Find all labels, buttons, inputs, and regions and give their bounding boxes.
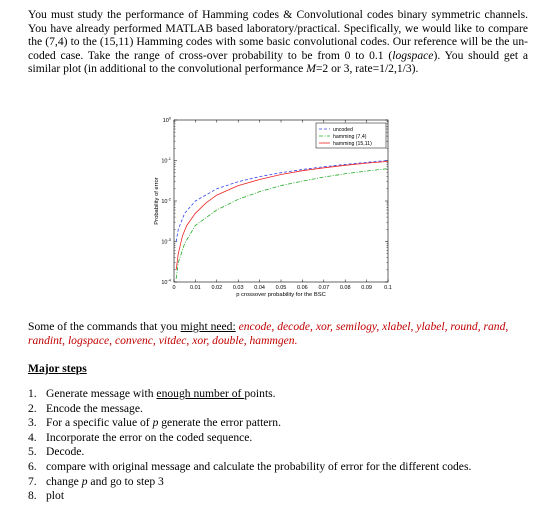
step-item: 4. Incorporate the error on the coded sequence. <box>28 430 253 444</box>
x-tick-label: 0.09 <box>361 285 372 291</box>
step-item: 8. plot <box>28 489 65 503</box>
error-probability-chart <box>150 116 400 306</box>
x-tick-label: 0.08 <box>339 285 351 291</box>
command-list: encode, decode, xor, semilogy, xlabel, ylabel, round, rand, randint, logspace, convenc, vitdec, xor, double, hammgen. <box>28 320 509 347</box>
x-axis-label: p crossover probability for the BSC <box>236 292 326 298</box>
x-tick-label: 0.1 <box>384 285 392 291</box>
x-tick-label: 0.07 <box>318 285 330 291</box>
y-tick-label: $10^{-4}$ <box>161 277 171 286</box>
step-item: 1. Generate message with enough number of points. <box>28 387 276 400</box>
step-item: 5. Decode. <box>28 445 85 459</box>
steps-list <box>28 387 471 504</box>
x-tick-label: 0.03 <box>232 285 244 291</box>
x-tick-label: 0.02 <box>211 285 223 291</box>
commands-paragraph: Some of the commands that you might need: encode, decode, xor, semilogy, xlabel, ylabel, round, rand, randint, logspace, convenc, vitdec, xor, double, hammgen. <box>28 320 509 347</box>
intro-paragraph: You must study the performance of Hamming codes & Convolutional codes binary symmetric channels. You have already performed MATLAB based laboratory/practical. Specifically, we would like to compare the (7,4) to the (15,11) Hamming codes with some basic convolutional codes. Our reference will be the un-coded case. Take the range of cross-over probability to be from 0 to 0.1 (logspace). You should get a similar plot (in additional to the convolutional performance M=2 or 3, rate=1/2,1/3). <box>28 8 529 76</box>
step-item: 7. change p and go to step 3 <box>28 474 164 488</box>
major-steps-heading: Major steps <box>28 362 87 375</box>
step-item: 2. Encode the message. <box>28 401 143 415</box>
legend-label: hamming (7,4) <box>333 133 367 140</box>
x-tick-label: 0.05 <box>275 285 287 291</box>
legend-label: uncoded <box>333 126 353 133</box>
step-item: 6. compare with original message and calculate the probability of error for the different codes. <box>28 459 472 473</box>
m-term: M <box>306 62 316 76</box>
legend-label: hamming (15,11) <box>333 140 372 147</box>
y-tick-label: $10^{-3}$ <box>161 237 171 246</box>
might-need-phrase: might need: <box>180 320 236 333</box>
logspace-term: logspace <box>392 48 434 62</box>
x-tick-label: 0.01 <box>190 285 201 291</box>
y-tick-label: $10^{-1}$ <box>161 156 171 165</box>
x-tick-label: 0.04 <box>254 285 265 291</box>
y-tick-label: $10^0$ <box>162 115 171 124</box>
y-tick-label: $10^{-2}$ <box>161 196 171 205</box>
y-axis-label: Probability of error <box>154 177 160 225</box>
step-item: 3. For a specific value of p generate the error pattern. <box>28 416 281 430</box>
error-probability-figure <box>150 116 400 306</box>
x-tick-label: 0.06 <box>297 285 308 291</box>
x-tick-label: 0 <box>172 285 176 291</box>
